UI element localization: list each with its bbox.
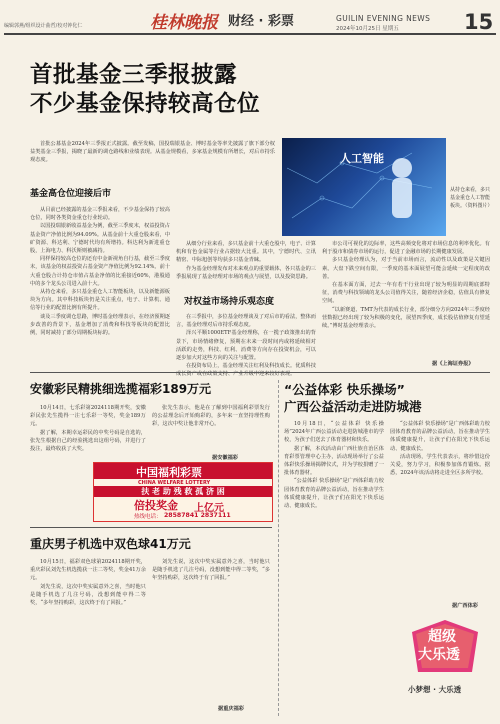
ad-hotline-label: 热线电话： [134, 514, 162, 520]
lead-subhead-1: 基金高仓位迎接后市 [30, 189, 112, 199]
section-divider [30, 372, 490, 373]
lead-col3-para: 多只基金经理认为，对于当前市场而言，流动性以及政策是关键因素。大盘下跌空间有限，一季度的基本面展望可能会延续一定程度的改善。 [322, 257, 490, 280]
lead-title-line1: 首批基金三季报披露 [30, 62, 238, 88]
masthead-rule [4, 33, 496, 35]
page-number: 15 [464, 10, 494, 34]
ad-hotline: 28587841 2837111 [164, 512, 231, 519]
ad-game-name-2: 上亿元 [194, 503, 224, 514]
lead-title-line2: 不少基金保持较高仓位 [30, 91, 261, 117]
lead-col1-para: 谈及三季度调仓思路，博时基金经理表示，在经济预期逐步改善的背景下，基金增加了消费和科技等板块的配置比例，同时减持了部分周期板块标的。 [30, 313, 170, 337]
left-divider [30, 527, 272, 528]
lottery1-para: 张先生表示，他是在了解到中国福利彩票发行的公益理念后开始购彩的，多年来一直坚持理性购彩，这次中奖让他非常开心。 [152, 405, 270, 428]
super-lotto-logo [406, 618, 484, 676]
lead-column-3 [322, 240, 490, 358]
activity-col-a [284, 420, 384, 710]
lead-col2b-para: 泽兴平顺1000ETF基金经理称，在一揽子政策推出的背景下，市场情绪修复，预期在未来一段时间内或将延续相对活跃的走势，科技、红利、消费等方向存在投资机会，可以逐步加大对这些方向的关注与配置。 [176, 330, 316, 362]
lead-col1-para: 从持仓来看，多只基金重仓人工智能板块，以及新能源板块为方向。其中科技板块仍是关注重点，电子、计算机、通信等行业的配置比例有所提升。 [30, 289, 170, 312]
ad-slogan: 扶 老 助 残 救 孤 济 困 [94, 486, 272, 497]
activity-para: 10月18日，“公益体彩 快乐操场”2024年广西公益活动走进防城港市的学校，为孩子们送去了体育器材和快乐。 [284, 421, 384, 444]
ai-photo [282, 138, 446, 236]
lead-col1-para: 同样保持较高仓位的还有中金新视角自行基，截至三季度末，该基金的权益投资占基金资产净值比例为92.14%。前十大重仓股合计持仓市值占基金净值的比重接近60%，港股通中的多个龙头公司进入前十大。 [30, 256, 170, 287]
lead-intro [30, 140, 275, 165]
ai-photo-text: 人工智能 [340, 152, 384, 165]
lead-column-1 [30, 206, 170, 369]
lead-col1-para: 以国投瑞银新收益基金为例，截至三季度末，权益投资占基金资产净值比例为94.09%。从基金前十大重仓股来看，中矿资源、科达利、宁德时代均有所增持。科达利为新进重仓股，上海电力、科沃斯则被减持。 [30, 223, 170, 255]
lottery1-source: 据安徽福彩 [212, 455, 238, 461]
masthead-meta: 编辑郭燕/组织设计曲哲/校对钟化仁 [4, 23, 83, 29]
issue-date: 2024年10月25日 星期五 [336, 26, 399, 32]
lead-column-2b [176, 313, 316, 378]
activity-para: 活动现场，学生代表表示，将珍惜这份关爱，努力学习，积极参加体育锻炼。据悉，2024年该活动将走进全区多所学校。 [390, 453, 490, 477]
lead-subhead-2: 对权益市场持乐观态度 [184, 297, 275, 307]
lead-source: 据《上海证券报》 [432, 361, 474, 367]
ad-game-name: 倍投奖金 [134, 499, 178, 512]
photo-note: 从持仓来看，多只基金重仓人工智能板块。（资料图片） [450, 187, 493, 209]
lottery1-col-a [30, 404, 146, 466]
lead-col3-para: 在基本面方面，过去一年有若干行业出现了较为明显的周期底部特征，消费与科技领域的龙头公司值得关注，随着经济企稳，估值具有修复空间。 [322, 282, 490, 305]
lead-intro-text: 首批公募基金2024年三季报正式披露。截至发稿，国投瑞银基金、博时基金等率先披露了旗下部分权益类基金三季报，揭晓了最新的调仓路线和业绩表现。从基金规模看，多家基金规模有所增长，对后市持乐观态度。 [30, 141, 275, 164]
paper-english-name: GUILIN EVENING NEWS [336, 14, 431, 23]
lottery2-para: 刘先生说，这次中奖实属意外之喜，当时他只是随手机选了几注号码，没想到能中得二等奖，“多年坚持购彩，这次终于有了回报。” [30, 583, 146, 607]
welfare-lottery-ad [93, 462, 273, 522]
activity-para: “公益体彩 快乐操场”是广西体彩助力校园体育教育的品牌公益活动，旨在推动学生体质健康提升，让孩子们在阳光下快乐运动、健康成长。 [284, 478, 384, 510]
lottery2-para: 刘先生说，这次中奖实属意外之喜，当时他只是随手机选了几注号码，没想到能中得二等奖，“多年坚持购彩，这次终于有了回报。” [152, 559, 270, 582]
lottery1-title: 安徽彩民精挑细选揽福彩189万元 [30, 382, 212, 396]
paper-logo: 桂林晚报 [150, 13, 218, 33]
lead-col2b-para: 在三季报中，多位基金经理谈及了对后市的看法，整体而言，基金经理对后市持乐观态度。 [176, 314, 316, 329]
lottery1-para: 10月14日，七乐彩第2024118期开奖，安徽彩民张先生揽得一注七乐彩一等奖，奖金189万元。 [30, 405, 146, 428]
lead-col2-para: 从细分行业来看，多只基金前十大重仓股中，电子、计算机和有色金属等行业占据较大比重。其中，宁德时代、立讯精密、中际旭创等均获多只基金青睐。 [176, 241, 316, 264]
lottery1-para: 据了解，本期幸运彩民的中奖号码是自选的，张先生根据自己的经验挑选出这组号码，并进行了投注，最终收获了大奖。 [30, 429, 146, 453]
logo-line2: 大乐透 [418, 647, 460, 663]
ad-org-english: CHINA WELFARE LOTTERY [138, 480, 211, 486]
lead-col1-para: 从目前已经披露的基金三季报来看，不少基金保持了较高仓位，同时各类资金重仓行业轮动。 [30, 207, 170, 222]
lottery2-col-b [152, 558, 270, 693]
activity-source: 据广西体彩 [452, 603, 478, 609]
activity-title-line1: “公益体彩 快乐操场” [284, 382, 405, 397]
column-divider [278, 380, 279, 716]
lead-col2-para: 作为基金经理发布对未来观点的重要载体，各只基金的三季报展现了基金经理对市场的观点与展望，以及投资思路。 [176, 265, 316, 280]
lottery1-col-b [152, 404, 270, 454]
lottery2-para: 10月15日，福彩双色球第2024118期开奖，重庆彩民刘先生机选揽获一注二等奖，奖金41万余元。 [30, 559, 146, 582]
activity-para: “公益体彩 快乐操场”是广西体彩助力校园体育教育的品牌公益活动，旨在推动学生体质健康提升，让孩子们在阳光下快乐运动、健康成长。 [390, 421, 490, 452]
lead-column-2 [176, 240, 316, 290]
lottery2-title: 重庆男子机选中双色球41万元 [30, 537, 191, 551]
lottery2-source: 据重庆福彩 [218, 706, 244, 712]
activity-title-line2: 广西公益活动走进防城港 [284, 399, 422, 414]
ad-org-name: 中国福利彩票 [136, 466, 202, 479]
lottery2-col-a [30, 558, 146, 693]
section-title: 财经 · 彩票 [228, 14, 294, 29]
lead-col3-para: 市公司可视化的边际率，这些高频变化将对市场信息的利率优化。有利于股市和债券市场的运行，促进了金融市场的长期健康发展。 [322, 241, 490, 256]
lead-col2b-para: 在投资布局上，基金经理关注红利及科技成长。优质科技成长资产或在政策支持、产业升级中迎来较好表现。 [176, 363, 316, 378]
lead-col3-para: “以新赛道、TMT为代表的成长行业，部分细分方向2024年三季度经营数据已经出现了较为积极的变化，展望四季度，成长股估值修复有望延续。”博时基金经理表示。 [322, 306, 490, 330]
logo-line1: 超级 [428, 629, 456, 645]
activity-col-b [390, 420, 490, 600]
activity-para: 据了解，本次活动由广西壮族自治区体育彩票管理中心主办，活动现场举行了公益体彩快乐操场揭牌仪式，并为学校捐赠了一批体育器材。 [284, 445, 384, 477]
logo-slogan: 小梦想 · 大乐透 [408, 685, 462, 694]
